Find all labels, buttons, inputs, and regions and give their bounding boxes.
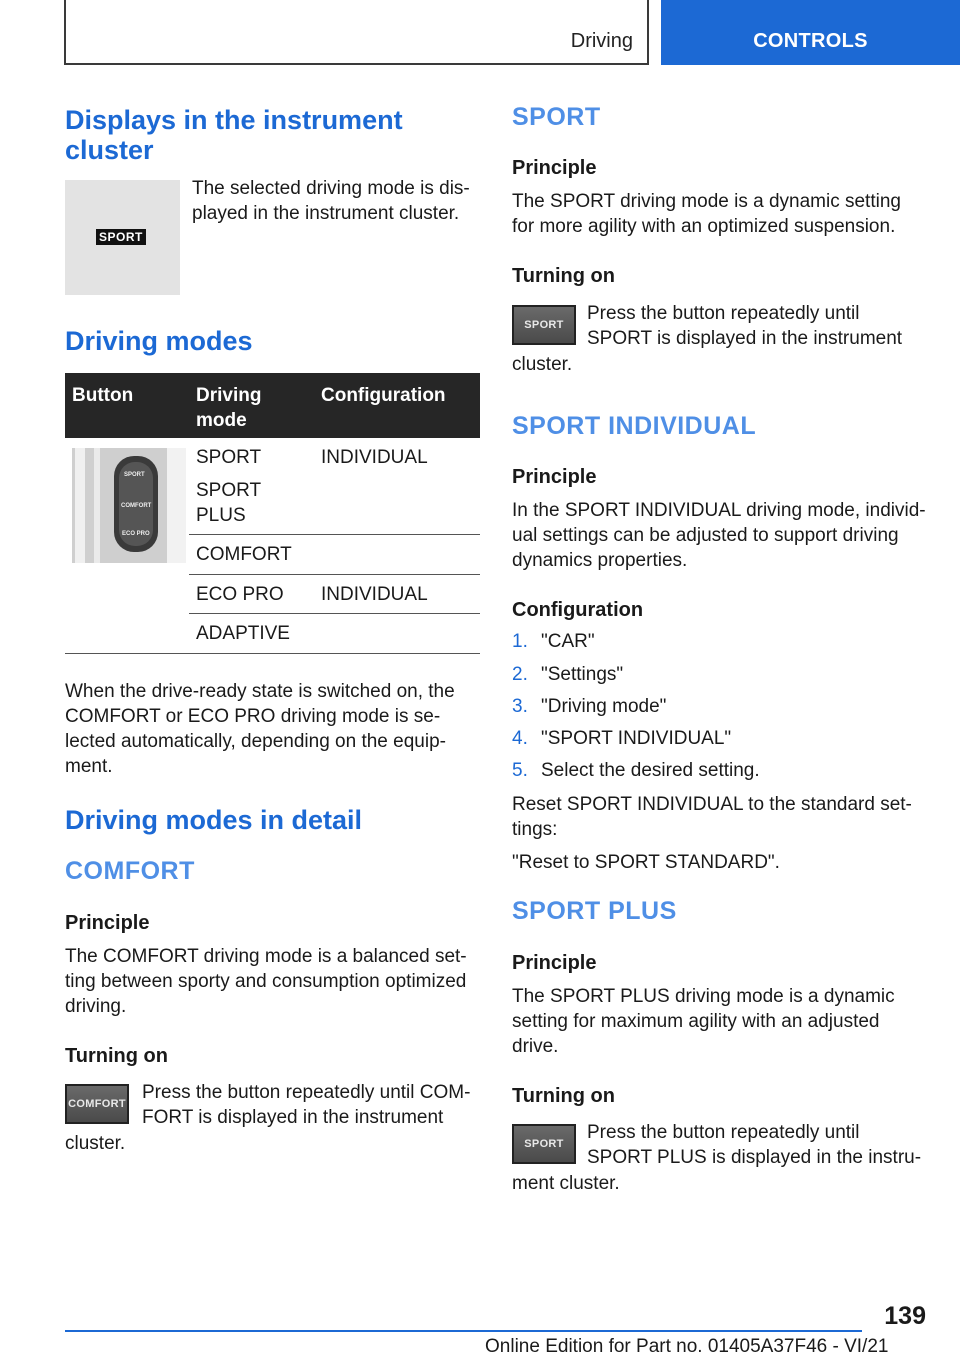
- displays-text: The selected driving mode is dis‐ played in the instrument cluster.: [192, 178, 470, 224]
- row-sport-mode: SPORT: [196, 447, 262, 468]
- comfort-principle-heading: Principle: [65, 912, 150, 934]
- step-text: "CAR": [541, 631, 595, 652]
- row-eco-config: INDIVIDUAL: [321, 584, 428, 605]
- reset-paragraph: Reset SPORT INDIVIDUAL to the standard set‐ tings: "Reset to SPORT STANDARD".: [512, 794, 912, 873]
- step-text: Select the desired setting.: [541, 760, 760, 781]
- knob-sport-text: SPORT: [124, 472, 145, 478]
- step-number: 3.: [512, 696, 528, 717]
- footer-rule: [65, 1330, 862, 1332]
- table-rule: [189, 613, 480, 614]
- mode-buttons-image: [72, 448, 186, 563]
- comfort-heading: COMFORT: [65, 857, 195, 885]
- header-section-tab: [64, 0, 649, 65]
- sport-principle-heading: Principle: [512, 157, 597, 179]
- step-number: 5.: [512, 760, 528, 781]
- step-number: 2.: [512, 664, 528, 685]
- sport-principle-text: The SPORT driving mode is a dynamic setting for more agility with an optimized suspension.: [512, 191, 901, 237]
- detail-heading: Driving modes in detail: [65, 805, 363, 835]
- row-adaptive-mode: ADAPTIVE: [196, 623, 290, 644]
- header-section-label: Driving: [570, 30, 633, 52]
- individual-principle-heading: Principle: [512, 466, 597, 488]
- displays-heading: Displays in the instrument cluster: [65, 105, 403, 165]
- knob-comfort-text: COMFORT: [121, 503, 152, 509]
- plus-turning-text-a: Press the button repeatedly until SPORT PLUS is displayed in the instru‐: [587, 1122, 922, 1168]
- footer-edition: Online Edition for Part no. 01405A37F46 - VI/21: [485, 1336, 889, 1357]
- row-comfort-mode: COMFORT: [196, 544, 292, 565]
- sport-plus-heading: SPORT PLUS: [512, 897, 677, 925]
- sport-turning-text-a: Press the button repeatedly until SPORT is displayed in the instrument: [587, 303, 903, 349]
- driving-modes-heading: Driving modes: [65, 326, 253, 356]
- page-number: 139: [884, 1302, 926, 1330]
- step-text: "Settings": [541, 664, 624, 685]
- comfort-button-image: COMFORT: [65, 1084, 129, 1124]
- header-chapter-tab: CONTROLS: [661, 0, 960, 65]
- table-header: [65, 373, 480, 438]
- step-number: 1.: [512, 631, 528, 652]
- comfort-turning-text-a: Press the button repeatedly until COM‐ FORT is displayed in the instrument: [142, 1082, 471, 1128]
- step-number: 4.: [512, 728, 528, 749]
- knob-eco-text: ECO PRO: [122, 531, 150, 537]
- plus-button-image: SPORT: [512, 1124, 576, 1164]
- cluster-sport-label: SPORT: [96, 229, 146, 245]
- th-configuration: Configuration: [321, 385, 446, 406]
- table-rule: [189, 534, 480, 535]
- comfort-principle-text: The COMFORT driving mode is a balanced set‐ ting between sporty and consumption optimized driving.: [65, 946, 467, 1017]
- th-button: Button: [72, 385, 134, 406]
- th-driving-mode: Driving mode: [196, 385, 262, 431]
- plus-turning-text-b: ment cluster.: [512, 1173, 620, 1194]
- step-text: "Driving mode": [541, 696, 667, 717]
- plus-principle-text: The SPORT PLUS driving mode is a dynamic setting for maximum agility with an adjusted drive.: [512, 986, 895, 1057]
- sport-button-image: SPORT: [512, 305, 576, 345]
- plus-principle-heading: Principle: [512, 952, 597, 974]
- sport-turning-on-heading: Turning on: [512, 265, 615, 287]
- table-rule: [189, 574, 480, 575]
- plus-turning-on-heading: Turning on: [512, 1085, 615, 1107]
- table-bottom-rule: [65, 653, 480, 654]
- configuration-heading: Configuration: [512, 599, 644, 621]
- sport-heading: SPORT: [512, 103, 601, 131]
- row-eco-mode: ECO PRO: [196, 584, 284, 605]
- row-sport-config: INDIVIDUAL: [321, 447, 428, 468]
- comfort-turning-on-heading: Turning on: [65, 1045, 168, 1067]
- drive-ready-paragraph: When the drive-ready state is switched on, the COMFORT or ECO PRO driving mode is se‐ lected automatically, depending on the equip‐ ment.: [65, 681, 455, 777]
- cluster-display-image: [65, 180, 180, 295]
- step-text: "SPORT INDIVIDUAL": [541, 728, 732, 749]
- sport-individual-heading: SPORT INDIVIDUAL: [512, 412, 757, 440]
- row-sportplus-mode: SPORT PLUS: [196, 480, 262, 526]
- sport-turning-text-b: cluster.: [512, 354, 573, 375]
- individual-principle-text: In the SPORT INDIVIDUAL driving mode, individ‐ ual settings can be adjusted to support driving dynamics properties.: [512, 500, 926, 571]
- comfort-turning-text-b: cluster.: [65, 1133, 126, 1154]
